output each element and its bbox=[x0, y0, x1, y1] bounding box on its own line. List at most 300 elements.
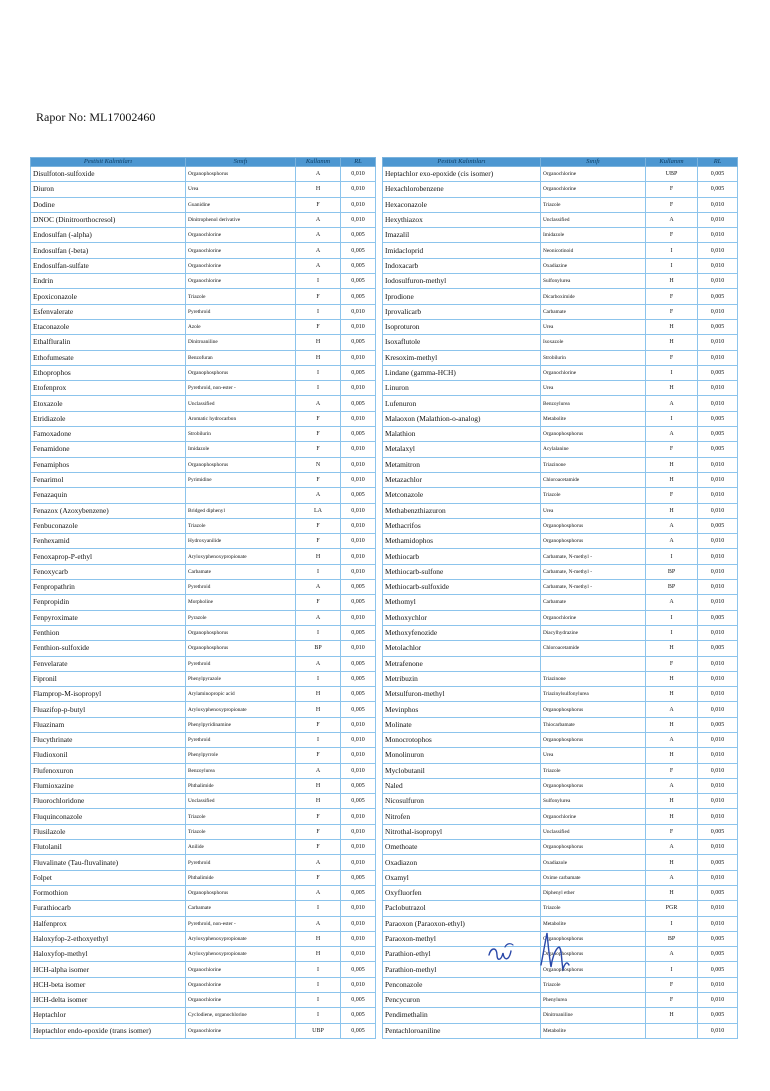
usage-code: A bbox=[296, 656, 341, 671]
rl-value: 0,010 bbox=[341, 350, 376, 365]
rl-value: 0,010 bbox=[341, 564, 376, 579]
pesticide-name: Flufenoxuron bbox=[31, 763, 186, 778]
pesticide-class: Organochlorine bbox=[186, 977, 296, 992]
rl-value: 0,005 bbox=[698, 855, 738, 870]
pesticide-class: Morpholine bbox=[186, 595, 296, 610]
pesticide-table-left bbox=[30, 157, 376, 1039]
rl-value: 0,010 bbox=[698, 534, 738, 549]
table-row bbox=[383, 885, 738, 900]
table-row bbox=[383, 457, 738, 472]
pesticide-class: Organochlorine bbox=[186, 962, 296, 977]
pesticide-name: Fenazox (Azoxybenzene) bbox=[31, 503, 186, 518]
pesticide-name: Metconazole bbox=[383, 488, 541, 503]
table-row bbox=[383, 167, 738, 182]
table-row bbox=[383, 763, 738, 778]
col-header-name: Pestisit Kalıntıları bbox=[31, 158, 186, 167]
rl-value: 0,010 bbox=[341, 855, 376, 870]
rl-value: 0,010 bbox=[698, 702, 738, 717]
pesticide-name: DNOC (Dinitroorthocresol) bbox=[31, 212, 186, 227]
table-row bbox=[31, 916, 376, 931]
usage-code: I bbox=[296, 365, 341, 380]
rl-value: 0,010 bbox=[698, 564, 738, 579]
pesticide-class: Organochlorine bbox=[541, 809, 646, 824]
rl-value: 0,010 bbox=[698, 870, 738, 885]
pesticide-name: Furathiocarb bbox=[31, 901, 186, 916]
usage-code: I bbox=[646, 243, 698, 258]
pesticide-name: Hexachlorobenzene bbox=[383, 182, 541, 197]
usage-code: N bbox=[296, 457, 341, 472]
table-row bbox=[31, 274, 376, 289]
table-row bbox=[383, 381, 738, 396]
table-row bbox=[383, 411, 738, 426]
pesticide-class: Pyrethroid, non-ester - bbox=[186, 916, 296, 931]
rl-value: 0,010 bbox=[341, 381, 376, 396]
rl-value: 0,010 bbox=[341, 610, 376, 625]
pesticide-class: Organophosphorus bbox=[186, 167, 296, 182]
pesticide-class: Triazole bbox=[541, 901, 646, 916]
pesticide-name: Parathion-methyl bbox=[383, 962, 541, 977]
pesticide-class: Pyrimidine bbox=[186, 472, 296, 487]
table-row bbox=[383, 656, 738, 671]
rl-value: 0,005 bbox=[698, 411, 738, 426]
table-row bbox=[383, 197, 738, 212]
pesticide-name: Disulfoton-sulfoxide bbox=[31, 167, 186, 182]
pesticide-class: Phenylpyrrole bbox=[186, 748, 296, 763]
pesticide-name: Lindane (gamma-HCH) bbox=[383, 365, 541, 380]
pesticide-class: Oxadiazine bbox=[541, 258, 646, 273]
table-row bbox=[383, 610, 738, 625]
pesticide-class: Diacylhydrazine bbox=[541, 625, 646, 640]
pesticide-name: Ethoprophos bbox=[31, 365, 186, 380]
rl-value: 0,005 bbox=[341, 427, 376, 442]
usage-code: A bbox=[296, 580, 341, 595]
table-row bbox=[31, 365, 376, 380]
rl-value: 0,005 bbox=[698, 1008, 738, 1023]
usage-code: A bbox=[646, 732, 698, 747]
rl-value: 0,010 bbox=[698, 993, 738, 1008]
rl-value: 0,005 bbox=[341, 870, 376, 885]
table-row bbox=[383, 824, 738, 839]
rl-value: 0,010 bbox=[698, 671, 738, 686]
pesticide-class: Organophosphorus bbox=[541, 962, 646, 977]
usage-code: A bbox=[646, 702, 698, 717]
usage-code: H bbox=[646, 503, 698, 518]
pesticide-class: Urea bbox=[541, 748, 646, 763]
usage-code: F bbox=[296, 748, 341, 763]
usage-code: A bbox=[296, 610, 341, 625]
rl-value: 0,005 bbox=[341, 885, 376, 900]
table-row bbox=[383, 901, 738, 916]
table-row bbox=[383, 671, 738, 686]
pesticide-class: Organochlorine bbox=[186, 274, 296, 289]
usage-code: H bbox=[296, 931, 341, 946]
pesticide-class: Carbamate, N-methyl - bbox=[541, 580, 646, 595]
pesticide-class: Benzofuran bbox=[186, 350, 296, 365]
table-row bbox=[31, 534, 376, 549]
rl-value: 0,010 bbox=[341, 457, 376, 472]
pesticide-name: Iprodione bbox=[383, 289, 541, 304]
rl-value: 0,010 bbox=[698, 687, 738, 702]
table-row bbox=[383, 732, 738, 747]
pesticide-class: Triazole bbox=[186, 518, 296, 533]
table-row bbox=[383, 518, 738, 533]
rl-value: 0,005 bbox=[698, 427, 738, 442]
pesticide-class: Dicarboximide bbox=[541, 289, 646, 304]
usage-code: H bbox=[296, 702, 341, 717]
table-row bbox=[31, 350, 376, 365]
pesticide-name: Fenoxycarb bbox=[31, 564, 186, 579]
pesticide-name: Malathion bbox=[383, 427, 541, 442]
table-row bbox=[383, 1023, 738, 1038]
rl-value: 0,010 bbox=[341, 411, 376, 426]
pesticide-class: Organophosphorus bbox=[541, 778, 646, 793]
pesticide-class bbox=[186, 488, 296, 503]
table-row bbox=[31, 442, 376, 457]
pesticide-name: Heptachlor bbox=[31, 1008, 186, 1023]
pesticide-name: Ethalfluralin bbox=[31, 335, 186, 350]
table-row bbox=[31, 901, 376, 916]
pesticide-name: Indoxacarb bbox=[383, 258, 541, 273]
pesticide-class bbox=[541, 656, 646, 671]
pesticide-class: Aryloxyphenoxypropionate bbox=[186, 931, 296, 946]
pesticide-name: Oxyfluorfen bbox=[383, 885, 541, 900]
usage-code: A bbox=[646, 518, 698, 533]
pesticide-name: Esfenvalerate bbox=[31, 304, 186, 319]
usage-code: I bbox=[296, 274, 341, 289]
pesticide-class: Organophosphorus bbox=[186, 365, 296, 380]
rl-value: 0,010 bbox=[341, 732, 376, 747]
pesticide-class: Organophosphorus bbox=[541, 702, 646, 717]
pesticide-class: Arylaminopropic acid bbox=[186, 687, 296, 702]
rl-value: 0,005 bbox=[341, 580, 376, 595]
pesticide-class: Organophosphorus bbox=[541, 518, 646, 533]
pesticide-class: Organochlorine bbox=[186, 1023, 296, 1038]
rl-value: 0,010 bbox=[698, 228, 738, 243]
usage-code: I bbox=[296, 381, 341, 396]
usage-code: H bbox=[296, 549, 341, 564]
table-row bbox=[31, 778, 376, 793]
pesticide-name: Methiocarb-sulfone bbox=[383, 564, 541, 579]
usage-code: H bbox=[296, 794, 341, 809]
pesticide-name: Metamitron bbox=[383, 457, 541, 472]
pesticide-name: Methacrifos bbox=[383, 518, 541, 533]
table-row bbox=[383, 258, 738, 273]
pesticide-name: Flutolanil bbox=[31, 840, 186, 855]
table-row bbox=[383, 1008, 738, 1023]
pesticide-class: Dinitroaniline bbox=[186, 335, 296, 350]
pesticide-class: Phthalimide bbox=[186, 778, 296, 793]
pesticide-name: Etridiazole bbox=[31, 411, 186, 426]
rl-value: 0,005 bbox=[341, 702, 376, 717]
rl-value: 0,010 bbox=[341, 182, 376, 197]
rl-value: 0,010 bbox=[698, 916, 738, 931]
rl-value: 0,010 bbox=[341, 197, 376, 212]
usage-code: H bbox=[646, 748, 698, 763]
table-row bbox=[31, 381, 376, 396]
table-row bbox=[31, 625, 376, 640]
rl-value: 0,005 bbox=[698, 931, 738, 946]
table-row bbox=[383, 427, 738, 442]
usage-code: I bbox=[646, 625, 698, 640]
table-row bbox=[31, 870, 376, 885]
rl-value: 0,010 bbox=[341, 641, 376, 656]
pesticide-name: Metribuzin bbox=[383, 671, 541, 686]
pesticide-class: Aromatic hydrocarbon bbox=[186, 411, 296, 426]
rl-value: 0,010 bbox=[698, 488, 738, 503]
rl-value: 0,005 bbox=[341, 1023, 376, 1038]
table-row bbox=[31, 580, 376, 595]
rl-value: 0,010 bbox=[698, 335, 738, 350]
pesticide-name: Linuron bbox=[383, 381, 541, 396]
table-row bbox=[31, 212, 376, 227]
table-row bbox=[383, 228, 738, 243]
rl-value: 0,010 bbox=[698, 503, 738, 518]
usage-code: A bbox=[646, 778, 698, 793]
usage-code: I bbox=[296, 977, 341, 992]
pesticide-class: Organophosphorus bbox=[186, 625, 296, 640]
rl-value: 0,010 bbox=[698, 396, 738, 411]
table-row bbox=[31, 610, 376, 625]
rl-value: 0,005 bbox=[341, 625, 376, 640]
usage-code: H bbox=[646, 335, 698, 350]
pesticide-name: Endrin bbox=[31, 274, 186, 289]
pesticide-class: Metabolite bbox=[541, 916, 646, 931]
usage-code: F bbox=[296, 717, 341, 732]
pesticide-name: Fenamiphos bbox=[31, 457, 186, 472]
table-row bbox=[383, 641, 738, 656]
usage-code: BP bbox=[646, 931, 698, 946]
pesticide-name: Dodine bbox=[31, 197, 186, 212]
pesticide-class: Urea bbox=[541, 381, 646, 396]
pesticide-name: Metazachlor bbox=[383, 472, 541, 487]
pesticide-class: Triazinylsulfonylurea bbox=[541, 687, 646, 702]
rl-value: 0,005 bbox=[698, 182, 738, 197]
usage-code: A bbox=[296, 243, 341, 258]
usage-code: A bbox=[296, 212, 341, 227]
usage-code: H bbox=[646, 855, 698, 870]
pesticide-class: Phthalimide bbox=[186, 870, 296, 885]
usage-code: F bbox=[646, 824, 698, 839]
pesticide-name: Flusilazole bbox=[31, 824, 186, 839]
pesticide-class: Thiocarbamate bbox=[541, 717, 646, 732]
usage-code bbox=[646, 1023, 698, 1038]
table-row bbox=[383, 549, 738, 564]
rl-value: 0,010 bbox=[698, 901, 738, 916]
table-row bbox=[383, 212, 738, 227]
table-row bbox=[383, 350, 738, 365]
pesticide-class: Organochlorine bbox=[541, 167, 646, 182]
usage-code: I bbox=[296, 671, 341, 686]
pesticide-class: Organochlorine bbox=[186, 228, 296, 243]
usage-code: F bbox=[296, 809, 341, 824]
pesticide-name: Imidacloprid bbox=[383, 243, 541, 258]
pesticide-name: Methabenzthiazuron bbox=[383, 503, 541, 518]
rl-value: 0,010 bbox=[698, 580, 738, 595]
rl-value: 0,010 bbox=[698, 274, 738, 289]
pesticide-name: Fluorochloridone bbox=[31, 794, 186, 809]
table-row bbox=[383, 809, 738, 824]
rl-value: 0,005 bbox=[698, 824, 738, 839]
pesticide-name: Fenpyroximate bbox=[31, 610, 186, 625]
pesticide-name: Haloxyfop-methyl bbox=[31, 947, 186, 962]
pesticide-name: Haloxyfop-2-ethoxyethyl bbox=[31, 931, 186, 946]
pesticide-name: Fenthion-sulfoxide bbox=[31, 641, 186, 656]
usage-code: BP bbox=[646, 580, 698, 595]
usage-code: I bbox=[296, 732, 341, 747]
pesticide-name: Fenbuconazole bbox=[31, 518, 186, 533]
col-header-usage: Kullanım bbox=[646, 158, 698, 167]
pesticide-class: Oxime carbamate bbox=[541, 870, 646, 885]
usage-code: F bbox=[646, 228, 698, 243]
pesticide-class: Triazole bbox=[541, 197, 646, 212]
pesticide-name: Kresoxim-methyl bbox=[383, 350, 541, 365]
pesticide-class: Imidazole bbox=[186, 442, 296, 457]
pesticide-name: Monocrotophos bbox=[383, 732, 541, 747]
rl-value: 0,010 bbox=[698, 763, 738, 778]
rl-value: 0,010 bbox=[698, 977, 738, 992]
pesticide-name: Etofenprox bbox=[31, 381, 186, 396]
usage-code: A bbox=[646, 947, 698, 962]
rl-value: 0,010 bbox=[698, 197, 738, 212]
rl-value: 0,010 bbox=[698, 381, 738, 396]
usage-code: I bbox=[296, 1008, 341, 1023]
table-row bbox=[31, 977, 376, 992]
pesticide-class: Urea bbox=[541, 319, 646, 334]
pesticide-name: Flucythrinate bbox=[31, 732, 186, 747]
usage-code: BP bbox=[296, 641, 341, 656]
usage-code: F bbox=[646, 289, 698, 304]
table-row bbox=[31, 488, 376, 503]
pesticide-name: Fenpropathrin bbox=[31, 580, 186, 595]
table-row bbox=[31, 763, 376, 778]
table-row bbox=[31, 304, 376, 319]
rl-value: 0,005 bbox=[341, 365, 376, 380]
rl-value: 0,010 bbox=[341, 840, 376, 855]
pesticide-name: Heptachlor exo-epoxide (cis isomer) bbox=[383, 167, 541, 182]
pesticide-name: Heptachlor endo-epoxide (trans isomer) bbox=[31, 1023, 186, 1038]
pesticide-class: Benzoylurea bbox=[186, 763, 296, 778]
rl-value: 0,010 bbox=[698, 794, 738, 809]
table-row bbox=[383, 855, 738, 870]
usage-code: H bbox=[646, 641, 698, 656]
usage-code: I bbox=[646, 916, 698, 931]
rl-value: 0,005 bbox=[698, 610, 738, 625]
pesticide-class: Phenylurea bbox=[541, 993, 646, 1008]
pesticide-class: Unclassified bbox=[186, 396, 296, 411]
pesticide-class: Cyclodiene, organochlorine bbox=[186, 1008, 296, 1023]
usage-code: A bbox=[296, 488, 341, 503]
table-row bbox=[383, 840, 738, 855]
usage-code: H bbox=[296, 335, 341, 350]
pesticide-class: Diphenyl ether bbox=[541, 885, 646, 900]
rl-value: 0,010 bbox=[341, 442, 376, 457]
pesticide-name: Nitrofen bbox=[383, 809, 541, 824]
rl-value: 0,005 bbox=[341, 962, 376, 977]
pesticide-name: Halfenprox bbox=[31, 916, 186, 931]
table-header-row bbox=[383, 158, 738, 167]
usage-code: A bbox=[296, 167, 341, 182]
usage-code: H bbox=[296, 182, 341, 197]
pesticide-name: HCH-beta isomer bbox=[31, 977, 186, 992]
table-row bbox=[383, 182, 738, 197]
col-header-class: Sınıfı bbox=[541, 158, 646, 167]
pesticide-name: Fluazifop-p-butyl bbox=[31, 702, 186, 717]
pesticide-table-right bbox=[382, 157, 738, 1039]
pesticide-class: Carbamate bbox=[186, 564, 296, 579]
table-header-row bbox=[31, 158, 376, 167]
rl-value: 0,005 bbox=[698, 518, 738, 533]
pesticide-class: Benzoylurea bbox=[541, 396, 646, 411]
rl-value: 0,010 bbox=[341, 809, 376, 824]
pesticide-name: Endosulfan-sulfate bbox=[31, 258, 186, 273]
rl-value: 0,010 bbox=[341, 549, 376, 564]
rl-value: 0,010 bbox=[698, 457, 738, 472]
pesticide-class: Strobilurin bbox=[186, 427, 296, 442]
table-row bbox=[31, 931, 376, 946]
pesticide-class: Sulfonylurea bbox=[541, 274, 646, 289]
pesticide-class: Organophosphorus bbox=[541, 534, 646, 549]
rl-value: 0,005 bbox=[698, 962, 738, 977]
pesticide-class: Hydroxyanilide bbox=[186, 534, 296, 549]
table-row bbox=[31, 993, 376, 1008]
pesticide-class: Phenylpyridinamine bbox=[186, 717, 296, 732]
pesticide-name: Metolachlor bbox=[383, 641, 541, 656]
usage-code: F bbox=[296, 870, 341, 885]
pesticide-class: Organophosphorus bbox=[186, 641, 296, 656]
col-header-usage: Kullanım bbox=[296, 158, 341, 167]
pesticide-class: Triazole bbox=[186, 824, 296, 839]
pesticide-name: Fenoxaprop-P-ethyl bbox=[31, 549, 186, 564]
pesticide-name: Naled bbox=[383, 778, 541, 793]
pesticide-name: Molinate bbox=[383, 717, 541, 732]
rl-value: 0,010 bbox=[341, 977, 376, 992]
pesticide-class: Triazole bbox=[541, 488, 646, 503]
pesticide-class: Carbamate bbox=[186, 901, 296, 916]
table-row bbox=[31, 1008, 376, 1023]
usage-code: UBP bbox=[646, 167, 698, 182]
table-row bbox=[31, 794, 376, 809]
pesticide-class: Organochlorine bbox=[541, 365, 646, 380]
pesticide-class: Organophosphorus bbox=[541, 840, 646, 855]
pesticide-name: Metsulfuron-methyl bbox=[383, 687, 541, 702]
pesticide-class: Dinitroaniline bbox=[541, 1008, 646, 1023]
pesticide-name: Paraoxon (Paraoxon-ethyl) bbox=[383, 916, 541, 931]
pesticide-class: Triazole bbox=[186, 809, 296, 824]
usage-code: H bbox=[296, 350, 341, 365]
pesticide-name: Fluazinam bbox=[31, 717, 186, 732]
pesticide-class: Carbamate bbox=[541, 304, 646, 319]
table-row bbox=[383, 442, 738, 457]
pesticide-class: Anilide bbox=[186, 840, 296, 855]
pesticide-class: Triazole bbox=[541, 977, 646, 992]
table-row bbox=[31, 411, 376, 426]
usage-code: I bbox=[646, 411, 698, 426]
usage-code: H bbox=[646, 687, 698, 702]
usage-code: H bbox=[646, 794, 698, 809]
pesticide-class: Pyrazole bbox=[186, 610, 296, 625]
usage-code: A bbox=[296, 763, 341, 778]
rl-value: 0,005 bbox=[341, 396, 376, 411]
table-row bbox=[31, 564, 376, 579]
usage-code: F bbox=[646, 763, 698, 778]
usage-code: A bbox=[646, 840, 698, 855]
table-row bbox=[31, 503, 376, 518]
rl-value: 0,005 bbox=[698, 365, 738, 380]
pesticide-name: Metalaxyl bbox=[383, 442, 541, 457]
usage-code: H bbox=[646, 472, 698, 487]
usage-code: A bbox=[296, 258, 341, 273]
pesticide-name: Fenvelarate bbox=[31, 656, 186, 671]
